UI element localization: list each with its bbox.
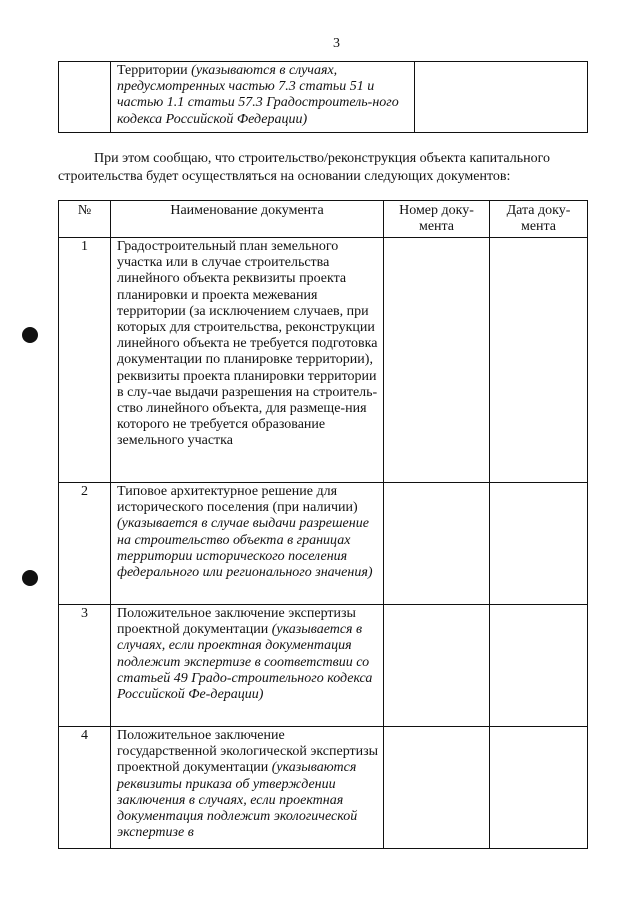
intro-line: строительства будет осуществляться на основании следующих документов: (58, 168, 511, 184)
intro-paragraph (58, 150, 588, 185)
row-number: 2 (59, 483, 111, 605)
row-doc-date (490, 605, 588, 727)
row-document-text: Градостроительный план земельного участка или в случае строительства линейного объекта реквизиты проекта планировки и проекта межевания территории (за исключением случаев, при которых для строительства, реконструкции линейного объекта не требуется подготовка документации по планировке территории), реквизиты проекта планировки территории в слу-чае выдачи разрешения на строитель-ство линейного объекта, для размеще-ния которого не требуется образование земельного участка (117, 239, 378, 449)
row-number: 4 (59, 727, 111, 849)
row-document (111, 605, 384, 727)
row-title: Территории (117, 63, 188, 78)
intro-line: При этом сообщаю, что строительство/реконструкция объекта капитального (94, 151, 551, 166)
punch-hole-mark (22, 570, 38, 586)
cell-name (111, 62, 415, 133)
header-doc-number: Номер доку-мента (384, 201, 490, 238)
punch-hole-mark (22, 327, 38, 343)
row-doc-number (384, 605, 490, 727)
row-document-text: Типовое архитектурное решение для исторического поселения (при наличии) (117, 484, 358, 516)
row-document-text: Положительное заключение государственной экологической экспертизы проектной документации (117, 728, 379, 776)
continued-table (58, 61, 588, 133)
row-document-note: (указывается в случаях, если проектная документация подлежит экспертизе в соответствии со статьей 49 Градо-строительного кодекса Российской Фе-дерации) (117, 622, 373, 703)
table-row (59, 483, 588, 605)
row-doc-date (490, 238, 588, 483)
table-row (59, 605, 588, 727)
header-doc-date: Дата доку-мента (490, 201, 588, 238)
row-doc-number (384, 238, 490, 483)
row-document-note: (указываются реквизиты приказа об утверждении заключения в случаях, если проектная документация подлежит экологической экспертизе в (117, 760, 358, 841)
row-document-text: Положительное заключение экспертизы проектной документации (117, 606, 356, 638)
cell-value (415, 62, 588, 133)
row-doc-date (490, 727, 588, 849)
documents-table (58, 200, 588, 849)
cell-num (59, 62, 111, 133)
table-row (59, 727, 588, 849)
row-document (111, 483, 384, 605)
row-doc-number (384, 727, 490, 849)
header-name: Наименование документа (111, 201, 384, 238)
table-header-row (59, 201, 588, 238)
row-document-note: (указывается в случае выдачи разрешение на строительство объекта в границах территории исторического поселения федерального или регионального значения) (117, 516, 373, 581)
row-doc-date (490, 483, 588, 605)
row-number: 1 (59, 238, 111, 483)
table-row (59, 238, 588, 483)
row-doc-number (384, 483, 490, 605)
page-number: 3 (333, 36, 340, 51)
row-document (111, 727, 384, 849)
table-row (59, 62, 588, 133)
header-num: № (59, 201, 111, 238)
row-document (111, 238, 384, 483)
row-number: 3 (59, 605, 111, 727)
row-note: (указываются в случаях, предусмотренных частью 7.3 статьи 51 и частью 1.1 статьи 57.3 Градостроитель-ного кодекса Российской Федерации) (117, 63, 399, 127)
